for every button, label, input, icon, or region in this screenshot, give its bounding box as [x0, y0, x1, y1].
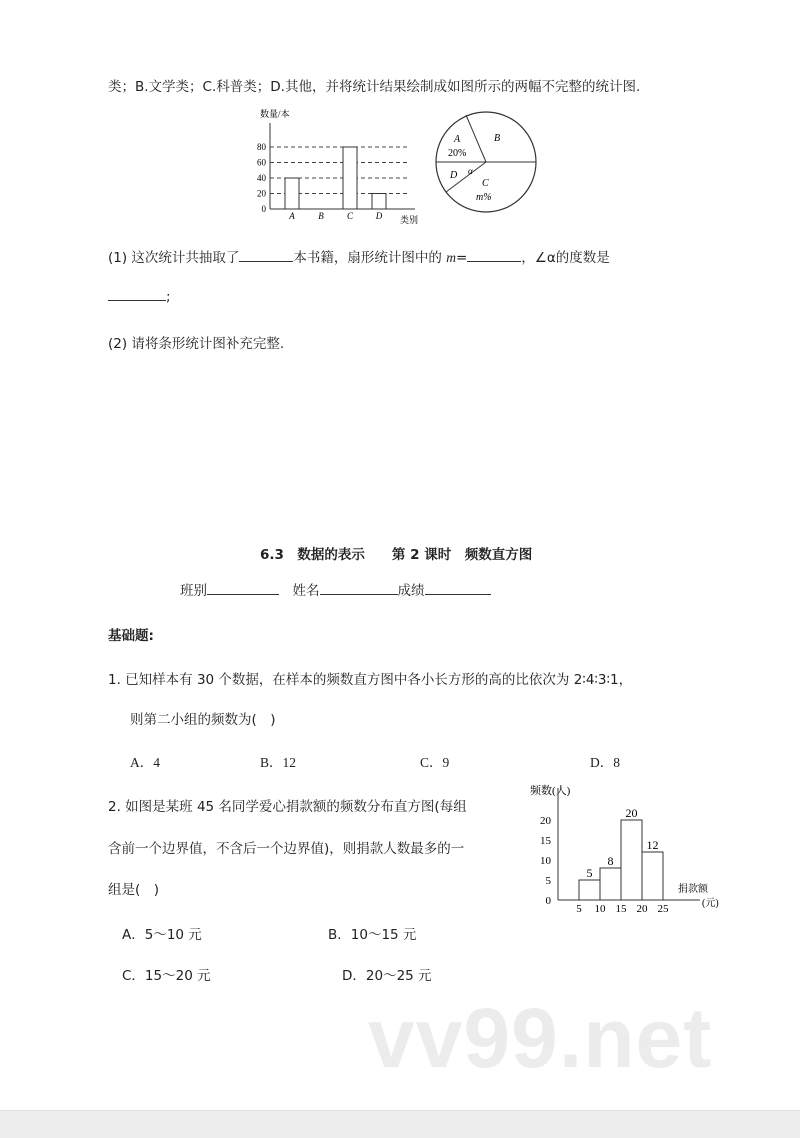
answer-blank[interactable]: [108, 288, 166, 301]
x-tick-label: 10: [594, 903, 606, 915]
y-tick-label: 0: [261, 204, 266, 214]
pie-label-d: D: [450, 170, 458, 181]
question-1-cont: [108, 288, 171, 305]
bar-value-label: 12: [646, 838, 659, 852]
page-bottom-bar: [0, 1110, 800, 1138]
histogram-bar: [642, 852, 663, 900]
name-field[interactable]: [320, 582, 398, 595]
x-tick-label: 20: [636, 903, 648, 915]
histogram-bar: [600, 868, 621, 900]
basic-heading: 基础题:: [108, 628, 154, 644]
p1-line1: 1. 已知样本有 30 个数据，在样本的频数直方图中各小长方形的高的比依次为 2∶4∶3∶1，: [108, 672, 633, 688]
pie-label-a: A: [454, 134, 461, 145]
p1-option-a[interactable]: A．4: [130, 755, 160, 770]
pie-value-c: m%: [476, 192, 492, 203]
y-tick-label: 40: [257, 173, 266, 183]
y-tick-label: 80: [257, 142, 266, 152]
x-axis-label: 类别: [400, 215, 419, 225]
bar-value-label: 8: [607, 854, 614, 868]
histogram-bar: [621, 820, 642, 900]
x-tick-label: 5: [576, 903, 582, 915]
y-tick-label: 10: [540, 855, 551, 867]
q1-m: m: [446, 250, 456, 265]
section-title: 6.3 数据的表示 第 2 课时 频数直方图: [260, 547, 533, 563]
p1-line2: 则第二小组的频数为( ): [130, 712, 276, 728]
p2-line2: 含前一个边界值，不含后一个边界值)，则捐款人数最多的一: [108, 841, 465, 857]
q1-text: 本书籍，扇形统计图中的: [293, 250, 442, 266]
x-tick-label: A: [289, 211, 295, 221]
y-axis-label: 频数(人): [530, 785, 571, 797]
bar: [372, 194, 386, 210]
p1-option-c[interactable]: C．9: [420, 755, 450, 770]
pie-value-a: 20%: [448, 148, 467, 159]
name-label: 姓名: [292, 583, 320, 599]
class-label: 班别: [180, 583, 207, 599]
question-2: (2) 请将条形统计图补充完整.: [108, 336, 285, 352]
pie-chart-books: [432, 108, 540, 216]
q1-text: ，∠α的度数是: [521, 250, 610, 266]
intro-text: 类；B.文学类；C.科普类；D.其他，并将统计结果绘制成如图所示的两幅不完整的统计图.: [108, 79, 641, 95]
student-fields: [180, 579, 491, 599]
y-tick-label: 0: [545, 895, 551, 907]
x-tick-label: 15: [615, 903, 627, 915]
x-tick-label: B: [318, 211, 324, 221]
watermark: vv99.net: [368, 991, 713, 1085]
x-axis-label: 捐款额: [678, 884, 708, 895]
p1-option-b[interactable]: B．12: [260, 755, 297, 770]
q1-text: (1) 这次统计共抽取了: [108, 250, 240, 266]
bar-chart-books: [240, 105, 425, 227]
pie-label-c: C: [482, 178, 489, 189]
bar-value-label: 20: [625, 806, 638, 820]
x-axis-unit: (元): [702, 898, 719, 909]
x-tick-label: 25: [657, 903, 669, 915]
bar-value-label: 5: [586, 866, 593, 880]
answer-blank[interactable]: [239, 249, 293, 262]
bar: [343, 147, 357, 209]
x-tick-label: D: [375, 211, 383, 221]
p2-option-a[interactable]: A．5～10 元: [122, 927, 202, 943]
y-tick-label: 20: [540, 815, 551, 827]
p2-line3: 组是( ): [108, 882, 160, 898]
y-tick-label: 5: [545, 875, 551, 887]
pie-alpha: α: [468, 166, 473, 176]
p2-line1: 2. 如图是某班 45 名同学爱心捐款额的频数分布直方图(每组: [108, 799, 467, 815]
class-field[interactable]: [207, 582, 279, 595]
question-1: [108, 246, 610, 266]
q1-end: ;: [166, 289, 171, 305]
histogram-bar: [579, 880, 600, 900]
histogram-donations: [530, 782, 730, 917]
score-label: 成绩: [397, 583, 425, 599]
p2-option-b[interactable]: B．10～15 元: [328, 927, 417, 943]
y-tick-label: 60: [257, 157, 266, 168]
y-axis-label: 数量/本: [260, 109, 290, 119]
score-field[interactable]: [425, 582, 491, 595]
x-tick-label: C: [346, 211, 354, 221]
p1-option-d[interactable]: D．8: [590, 755, 620, 770]
y-tick-label: 20: [257, 188, 266, 199]
bar: [285, 178, 299, 209]
p2-option-d[interactable]: D．20～25 元: [342, 968, 432, 984]
pie-label-b: B: [494, 133, 501, 144]
p2-option-c[interactable]: C．15～20 元: [122, 968, 211, 984]
q1-eq: =: [455, 250, 468, 266]
answer-blank[interactable]: [467, 249, 521, 262]
y-tick-label: 15: [540, 835, 551, 847]
